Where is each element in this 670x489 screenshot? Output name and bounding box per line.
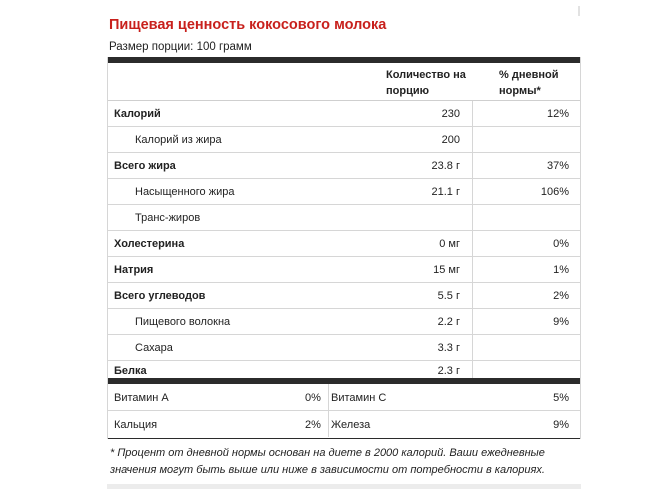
nutrient-amount: 21.1 г xyxy=(431,186,460,198)
vitamin-row xyxy=(107,384,581,411)
nutrient-name: Калорий xyxy=(114,108,161,120)
nutrient-row-dietary-fiber xyxy=(107,309,581,335)
header-amount: Количество на порцию xyxy=(386,69,466,97)
nutrient-name: Пищевого волокна xyxy=(135,316,231,328)
table-header xyxy=(107,63,581,101)
bottom-divider xyxy=(107,438,581,439)
nutrient-row-calories xyxy=(107,101,581,127)
nutrient-name: Сахара xyxy=(135,342,173,354)
nutrient-row-calories-from-fat xyxy=(107,127,581,153)
vitamin-name: Витамин A xyxy=(114,392,169,404)
vitamin-name: Железа xyxy=(331,419,371,431)
vitamin-name: Кальция xyxy=(114,419,158,431)
nutrient-name: Натрия xyxy=(114,264,154,276)
nutrient-name: Всего жира xyxy=(114,160,176,172)
nutrient-daily-value: 1% xyxy=(553,264,569,276)
nutrient-amount: 23.8 г xyxy=(431,160,460,172)
nutrient-name: Насыщенного жира xyxy=(135,186,235,198)
nutrient-amount: 3.3 г xyxy=(437,342,460,354)
nutrient-amount: 2.3 г xyxy=(437,365,460,377)
nutrient-name: Транс-жиров xyxy=(135,212,201,224)
panel-bottom-edge xyxy=(107,484,581,489)
nutrient-name: Белка xyxy=(114,365,147,377)
nutrient-name: Калорий из жира xyxy=(135,134,222,146)
nutrient-row-total-carbs xyxy=(107,283,581,309)
vitamin-daily-value: 9% xyxy=(553,419,569,431)
nutrient-row-cholesterol xyxy=(107,231,581,257)
header-daily-value: % дневной нормы* xyxy=(499,69,559,97)
nutrient-amount: 15 мг xyxy=(433,264,460,276)
vitamin-name: Витамин C xyxy=(331,392,387,404)
nutrient-row-sugars xyxy=(107,335,581,361)
nutrient-amount: 5.5 г xyxy=(437,290,460,302)
vitamin-daily-value: 2% xyxy=(305,419,321,431)
nutrient-amount: 0 мг xyxy=(439,238,460,250)
nutrient-daily-value: 37% xyxy=(546,160,569,172)
nutrient-row-protein xyxy=(107,361,581,378)
nutrition-label xyxy=(107,0,581,489)
nutrient-row-sodium xyxy=(107,257,581,283)
nutrient-daily-value: 9% xyxy=(553,316,569,328)
panel-edge-mark xyxy=(578,6,580,16)
nutrient-amount: 200 xyxy=(441,134,460,146)
footnote: * Процент от дневной нормы основан на диете в 2000 калорий. Ваши ежедневные значения могут быть выше или ниже в зависимости от потребности в калориях. xyxy=(110,447,545,476)
nutrient-amount: 230 xyxy=(441,108,460,120)
nutrient-daily-value: 2% xyxy=(553,290,569,302)
nutrient-row-trans-fat xyxy=(107,205,581,231)
nutrient-row-saturated-fat xyxy=(107,179,581,205)
vitamin-separator xyxy=(328,384,329,410)
nutrient-daily-value: 106% xyxy=(540,186,569,198)
vitamin-daily-value: 0% xyxy=(305,392,321,404)
nutrient-amount: 2.2 г xyxy=(437,316,460,328)
nutrient-name: Холестерина xyxy=(114,238,185,250)
label-title: Пищевая ценность кокосового молока xyxy=(109,17,387,33)
vitamin-separator xyxy=(328,411,329,437)
column-separator xyxy=(472,101,473,378)
nutrient-row-total-fat xyxy=(107,153,581,179)
nutrient-daily-value: 0% xyxy=(553,238,569,250)
vitamin-row xyxy=(107,411,581,438)
serving-size: Размер порции: 100 грамм xyxy=(109,41,252,53)
vitamin-daily-value: 5% xyxy=(553,392,569,404)
nutrient-name: Всего углеводов xyxy=(114,290,206,302)
nutrient-daily-value: 12% xyxy=(546,108,569,120)
